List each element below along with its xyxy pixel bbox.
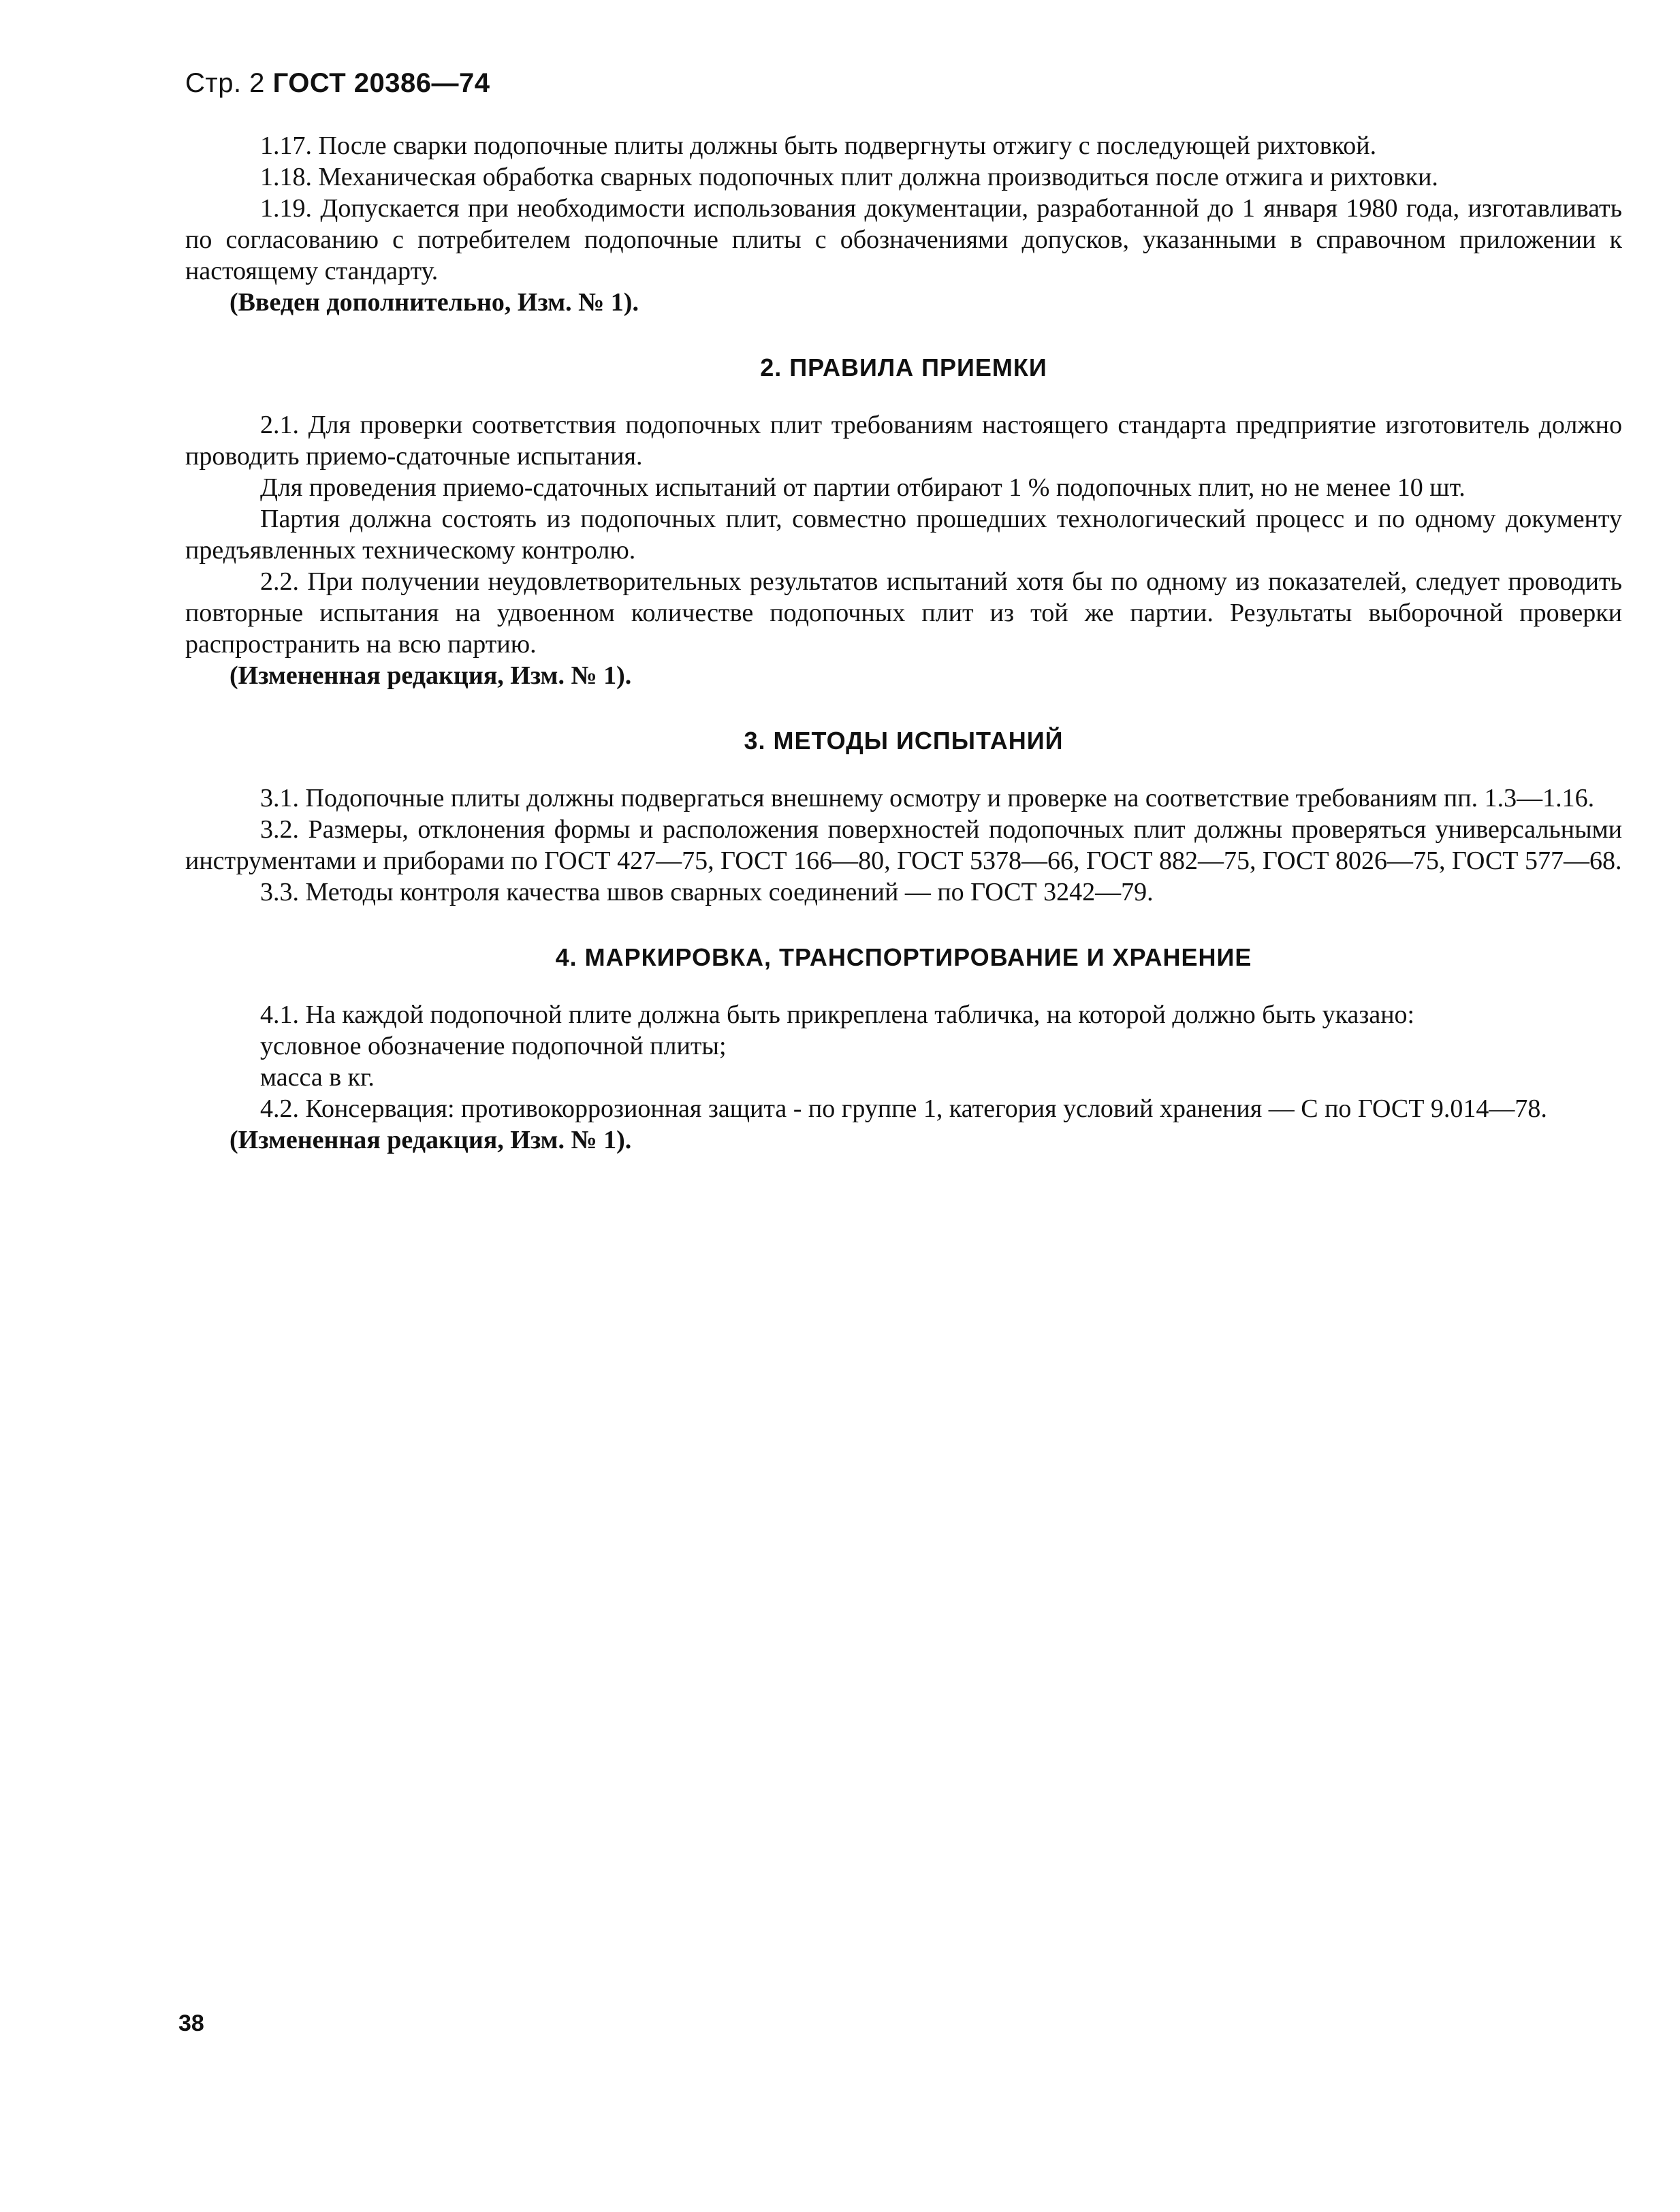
section-4 <box>185 999 1622 1156</box>
section-2 <box>185 409 1622 691</box>
paragraph-4-1: 4.1. На каждой подопочной плите должна быть прикреплена табличка, на которой должно быть указано: <box>260 1000 1415 1029</box>
paragraph-3-3: 3.3. Методы контроля качества швов сварных соединений — по ГОСТ 3242—79. <box>260 878 1154 906</box>
paragraph-2-1: 2.1. Для проверки соответствия подопочных плит требованиям настоящего стандарта предприятие изготовитель должно проводить приемо-сдаточные испытания. <box>185 411 1622 471</box>
amendment-note: (Измененная редакция, Изм. № 1). <box>229 1126 632 1154</box>
gost-number: ГОСТ 20386—74 <box>272 68 490 98</box>
page-number: 38 <box>178 2010 204 2036</box>
paragraph-2-2: 2.2. При получении неудовлетворительных результатов испытаний хотя бы по одному из показателей, следует проводить повторные испытания на удвоенном количестве подопочных плит из той же партии. Результаты выборочной проверки распространить на всю партию. <box>185 567 1622 659</box>
paragraph-3-1: 3.1. Подопочные плиты должны подвергаться внешнему осмотру и проверке на соответствие требованиям пп. 1.3—1.16. <box>260 784 1595 812</box>
amendment-note: (Введен дополнительно, Изм. № 1). <box>229 288 639 317</box>
paragraph-1-19: 1.19. Допускается при необходимости использования документации, разработанной до 1 января 1980 года, изготавливать по согласованию с потребителем подопочные плиты с обозначениями допусков, указанными в справочном приложении к настоящему стандарту. <box>185 194 1622 285</box>
section-3 <box>185 783 1622 908</box>
section-2-heading: 2. ПРАВИЛА ПРИЕМКИ <box>760 353 1047 381</box>
paragraph-1-18: 1.18. Механическая обработка сварных подопочных плит должна производиться после отжига и рихтовки. <box>260 163 1438 191</box>
paragraph-2-1-sample: Для проведения приемо-сдаточных испытаний от партии отбирают 1 % подопочных плит, но не менее 10 шт. <box>260 473 1465 502</box>
paragraph-1-17: 1.17. После сварки подопочные плиты должны быть подвергнуты отжигу с последующей рихтовкой. <box>260 131 1377 160</box>
page-label: Стр. 2 <box>185 68 265 98</box>
section-3-heading: 3. МЕТОДЫ ИСПЫТАНИЙ <box>744 727 1064 755</box>
section-4-heading: 4. МАРКИРОВКА, ТРАНСПОРТИРОВАНИЕ И ХРАНЕНИЕ <box>555 943 1252 971</box>
running-head <box>185 68 1622 99</box>
amendment-note: (Измененная редакция, Изм. № 1). <box>229 661 632 690</box>
list-item: масса в кг. <box>260 1063 375 1092</box>
document-page <box>185 68 1622 1156</box>
paragraph-4-2: 4.2. Консервация: противокоррозионная защита - по группе 1, категория условий хранения — С по ГОСТ 9.014—78. <box>260 1094 1547 1123</box>
paragraph-2-1-batch: Партия должна состоять из подопочных плит, совместно прошедших технологический процесс и по одному документу предъявленных техническому контролю. <box>185 505 1622 565</box>
list-item: условное обозначение подопочной плиты; <box>260 1032 727 1060</box>
paragraph-3-2: 3.2. Размеры, отклонения формы и расположения поверхностей подопочных плит должны проверяться универсальными инструментами и приборами по ГОСТ 427—75, ГОСТ 166—80, ГОСТ 5378—66, ГОСТ 882—75, ГОСТ 8026—75, ГОСТ 577—68. <box>185 815 1622 875</box>
section-1-continuation <box>185 130 1622 318</box>
